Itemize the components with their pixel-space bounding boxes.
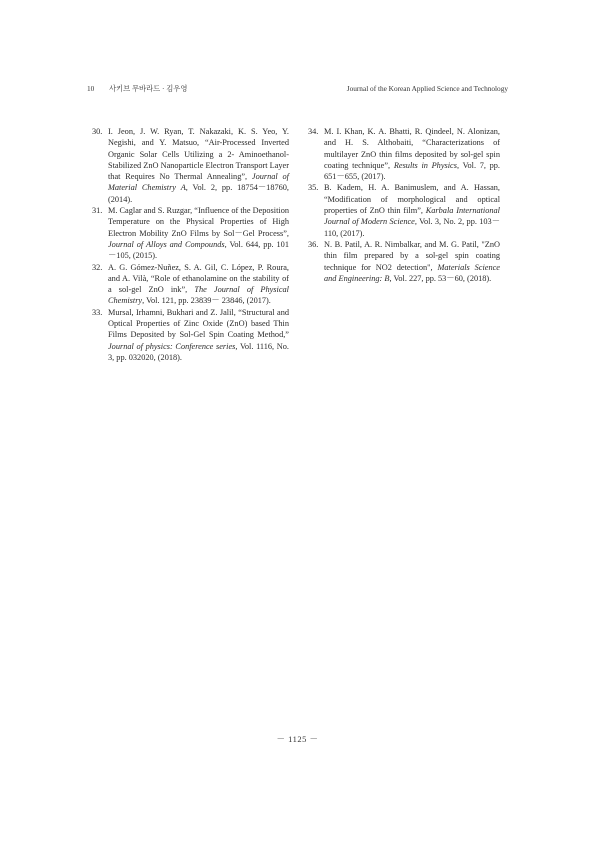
reference-source: The Journal of Physical Chemistry bbox=[108, 285, 289, 306]
reference-item bbox=[92, 205, 289, 261]
reference-details: , Vol. 2, pp. 18754－18760, (2014). bbox=[108, 183, 289, 204]
reference-number: 33. bbox=[92, 307, 103, 317]
reference-number: 30. bbox=[92, 127, 103, 136]
reference-source: Results in Physics bbox=[393, 160, 457, 170]
header-journal-title: Journal of the Korean Applied Science and Technology bbox=[346, 84, 508, 93]
reference-text: A. G. Gómez-Nuñez, S. A. Gil, C. López, P. Roura, and A. Vilà, “Role of ethanolamine on the stability of a sol-gel ZnO ink”, bbox=[108, 262, 289, 295]
reference-text: N. B. Patil, A. R. Nimbalkar, and M. G. Patil, "ZnO thin film prepared by a sol-gel spin coating technique for NO2 detection", bbox=[324, 239, 500, 272]
reference-details: , Vol. 121, pp. 23839－ 23846, (2017). bbox=[142, 296, 271, 306]
header-page-number: 10 bbox=[87, 84, 95, 93]
reference-text: Mursal, Irhamni, Bukhari and Z. Jalil, “Structural and Optical Properties of Zinc Oxide (ZnO) based Thin Films Deposited by Sol-Gel Spin Coating Method,” bbox=[108, 307, 289, 340]
reference-item bbox=[308, 182, 500, 238]
reference-text: I. Jeon, J. W. Ryan, T. Nakazaki, K. S. Yeo, Y. Negishi, and Y. Matsuo, “Air-Processed Inverted Organic Solar Cells Utilizing a 2- Aminoethanol-Stabilized ZnO Nanoparticle Electron Transport Layer that Requires No Thermal Annealing”, bbox=[108, 127, 289, 182]
references-left-column bbox=[92, 126, 289, 363]
reference-source: Journal of physics: Conference series bbox=[108, 341, 236, 351]
reference-item bbox=[308, 239, 500, 284]
reference-number: 32. bbox=[92, 262, 103, 272]
reference-text: M. Caglar and S. Ruzgar, “Influence of the Deposition Temperature on the Physical Properties of High Electron Mobility ZnO Films by Sol－Gel Process”, bbox=[108, 206, 289, 238]
reference-details: , Vol. 3, No. 2, pp. 103－110, (2017). bbox=[324, 217, 500, 238]
reference-number: 36. bbox=[308, 239, 319, 249]
page-footer-number: － 1125 － bbox=[276, 734, 319, 744]
reference-details: , Vol. 7, pp. 651－655, (2017). bbox=[324, 160, 501, 182]
reference-details: , Vol. 227, pp. 53－60, (2018). bbox=[389, 273, 492, 283]
references-right-column bbox=[308, 126, 500, 284]
reference-item bbox=[92, 262, 289, 307]
reference-number: 34. bbox=[308, 127, 319, 136]
reference-details: , Vol. 1116, No. 3, pp. 032020, (2018). bbox=[108, 341, 289, 362]
reference-item bbox=[308, 126, 500, 182]
reference-source: Journal of Material Chemistry A bbox=[108, 172, 289, 193]
reference-source: Karbala International Journal of Modern Science bbox=[324, 206, 500, 227]
reference-details: , Vol. 644, pp. 101－105, (2015). bbox=[108, 239, 289, 261]
reference-number: 35. bbox=[308, 183, 319, 193]
header-authors: 사키브 무바라드 · 김우영 bbox=[109, 84, 188, 93]
reference-source: Materials Science and Engineering: B bbox=[324, 262, 500, 283]
reference-item bbox=[92, 126, 289, 205]
running-header bbox=[87, 84, 508, 98]
reference-item bbox=[92, 307, 289, 363]
reference-source: Journal of Alloys and Compounds bbox=[108, 239, 225, 249]
reference-text: M. I. Khan, K. A. Bhatti, R. Qindeel, N. Alonizan, and H. S. Althobaiti, “Characterizations of multilayer ZnO thin films deposited by sol-gel spin coating technique”, bbox=[324, 127, 500, 170]
reference-number: 31. bbox=[92, 206, 103, 216]
reference-text: B. Kadem, H. A. Banimuslem, and A. Hassan, “Modification of morphological and optical properties of ZnO thin film”, bbox=[324, 183, 500, 216]
